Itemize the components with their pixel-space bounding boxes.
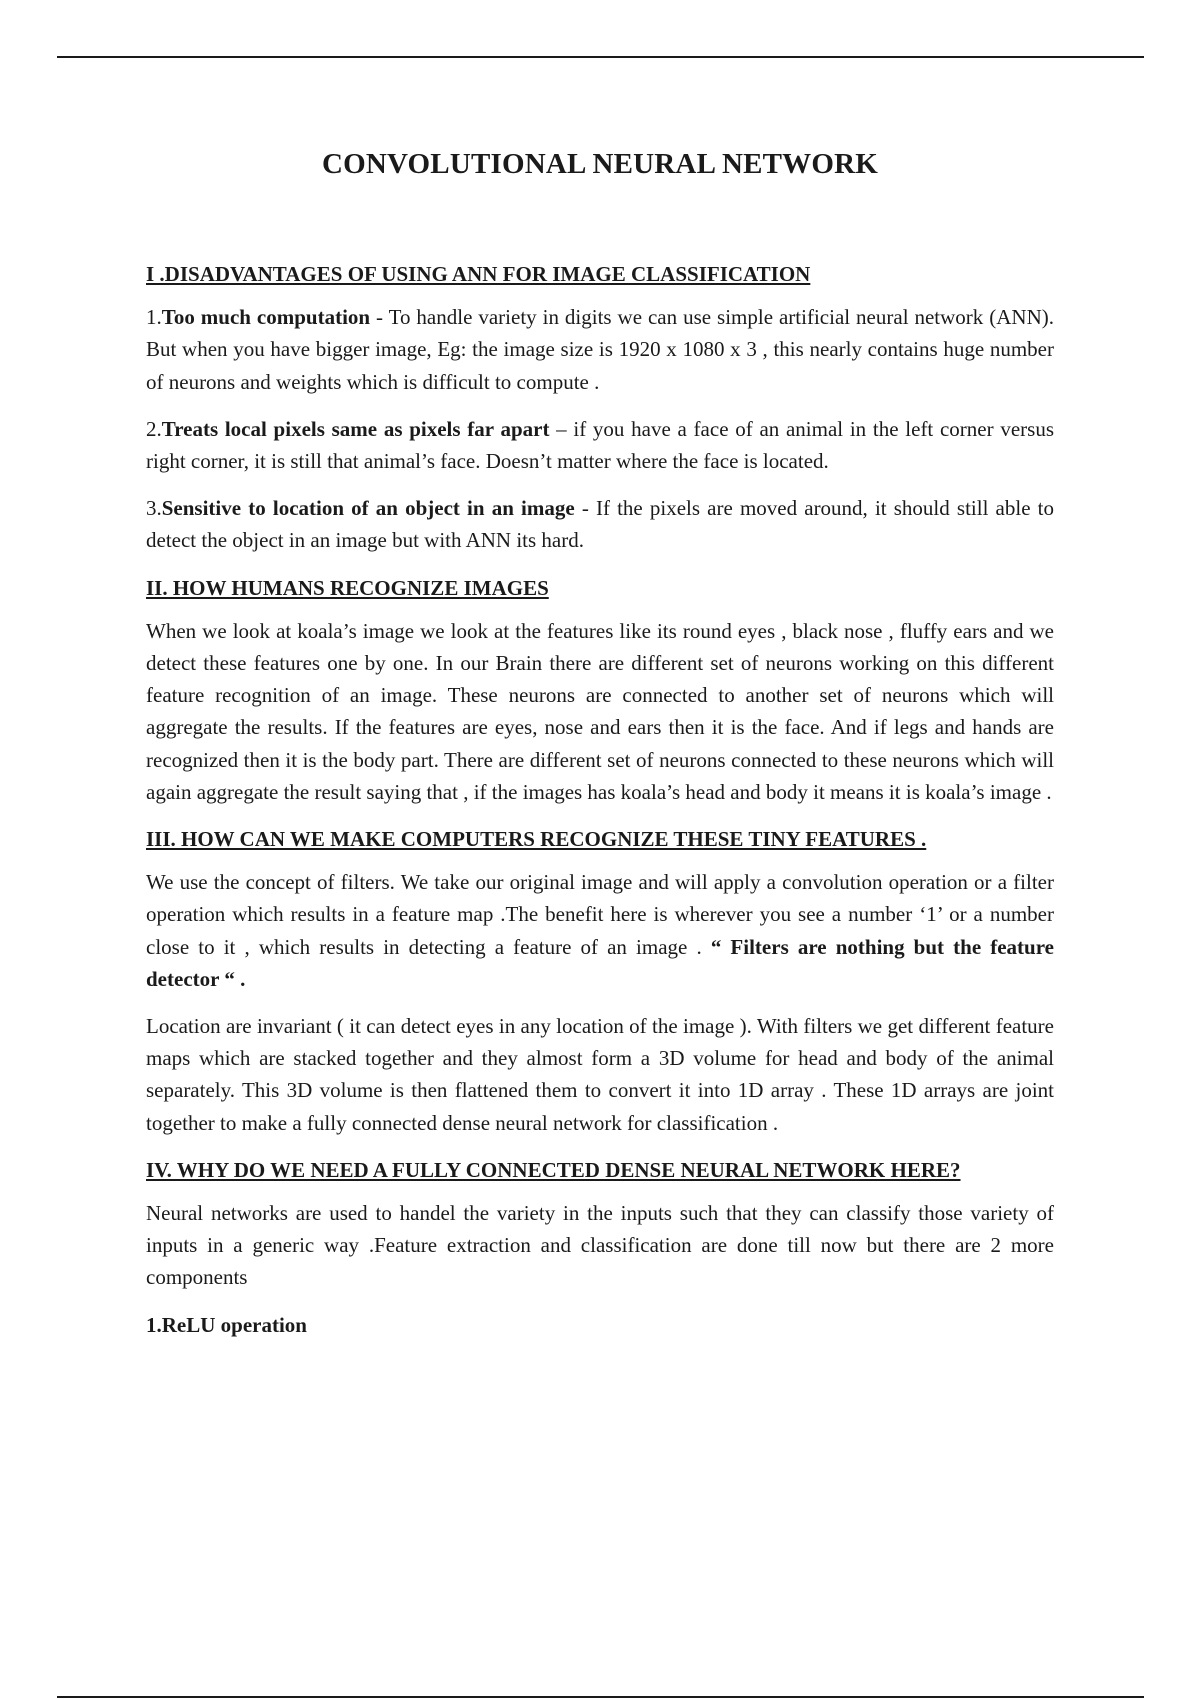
section-2-paragraph: When we look at koala’s image we look at the features like its round eyes , black nose , fluffy ears and we detect these features one by one. In our Brain there are different set of neurons working on this different feature recognition of an image. These neurons are connected to another set of neurons which will aggregate the results. If the features are eyes, nose and ears then it is the face. And if legs and hands are recognized then it is the body part. There are different set of neurons connected to these neurons which will again aggregate the result saying that , if the images has koala’s head and body it means it is koala’s image .	[146, 618, 1054, 804]
section-1-item-3	[146, 492, 1054, 556]
page-title: CONVOLUTIONAL NEURAL NETWORK	[321, 148, 879, 180]
section-4-paragraph: Neural networks are used to handel the variety in the inputs such that they can classify those variety of inputs in a generic way .Feature extraction and classification are done till now but there are 2 more components	[146, 1201, 1054, 1290]
top-rule	[57, 56, 1144, 58]
item-title: Sensitive to location of an object in an image	[161, 496, 575, 521]
section-1-item-1	[146, 301, 1054, 398]
section-4-subheading: 1.ReLU operation	[146, 1312, 307, 1337]
paragraph-text: We use the concept of filters. We take our original image and will apply a convolution operation or a filter operation which results in a feature map .The benefit here is wherever you see a number ‘1’ or a number close to it , which results in detecting a feature of an image .	[146, 870, 1054, 959]
section-4-heading: IV. WHY DO WE NEED A FULLY CONNECTED DENSE NEURAL NETWORK HERE?	[146, 1157, 961, 1182]
item-number: 3.	[146, 496, 162, 521]
item-text: – if you have a face of an animal in the left corner versus right corner, it is still that animal’s face. Doesn’t matter where the face is located.	[146, 416, 1054, 474]
section-1-heading: I .DISADVANTAGES OF USING ANN FOR IMAGE CLASSIFICATION	[146, 262, 811, 286]
item-text: - If the pixels are moved around, it should still able to detect the object in an image but with ANN its hard.	[146, 496, 1055, 553]
item-number: 2.	[146, 416, 162, 441]
item-title: Too much computation	[161, 305, 371, 330]
item-title: Treats local pixels same as pixels far apart	[161, 416, 550, 441]
paragraph-emphasis: “ Filters are nothing but the feature detector “ .	[146, 934, 1054, 991]
bottom-rule	[57, 1696, 1144, 1698]
item-number: 1.	[146, 305, 162, 330]
section-2-heading: II. HOW HUMANS RECOGNIZE IMAGES	[146, 575, 549, 600]
section-1-item-2	[146, 413, 1054, 477]
item-text: - To handle variety in digits we can use simple artificial neural network (ANN). But when you have bigger image, Eg: the image size is 1920 x 1080 x 3 , this nearly contains huge number of neurons and weights which is difficult to compute .	[146, 305, 1054, 394]
section-3-heading: III. HOW CAN WE MAKE COMPUTERS RECOGNIZE THESE TINY FEATURES .	[146, 827, 927, 852]
section-3-paragraph-2: Location are invariant ( it can detect eyes in any location of the image ). With filters we get different feature maps which are stacked together and they almost form a 3D volume for head and body of the animal separately. This 3D volume is then flattened them to convert it into 1D array . These 1D arrays are joint together to make a fully connected dense neural network for classification .	[146, 1014, 1054, 1135]
section-3-paragraph-1	[146, 866, 1054, 995]
document-body	[146, 258, 1054, 1341]
